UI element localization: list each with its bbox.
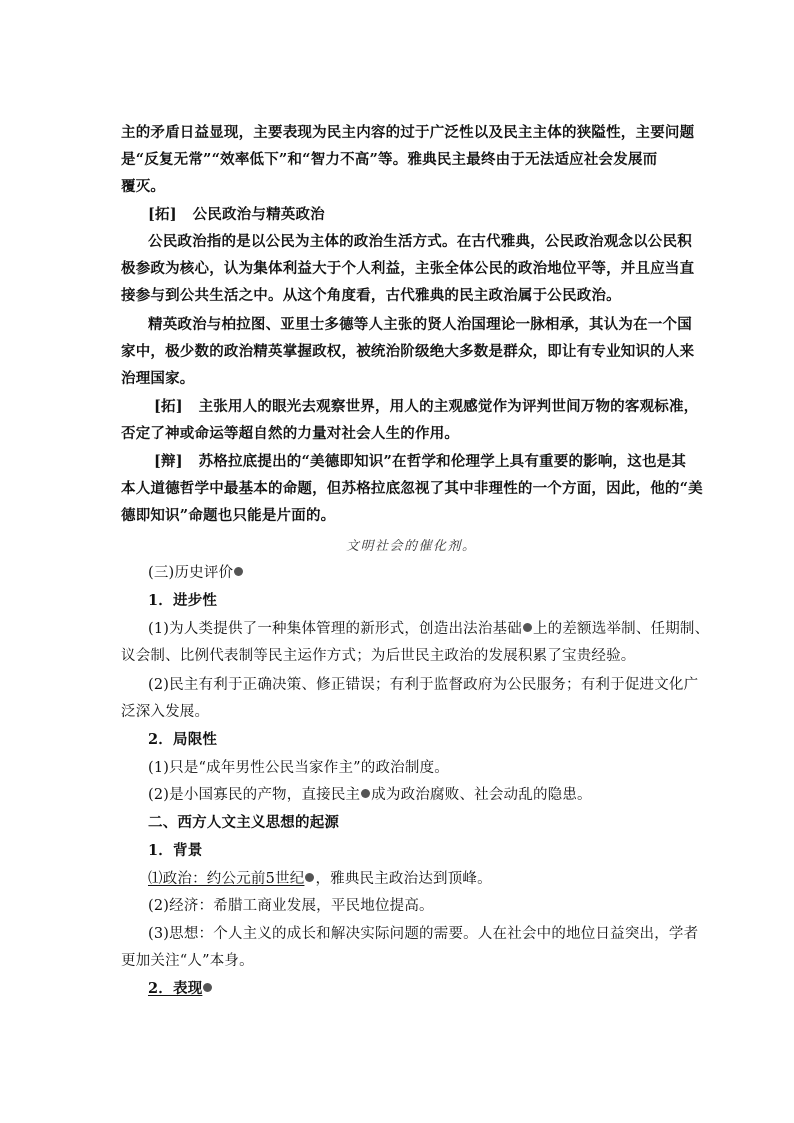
subsection-heading: 1．背景 [148,842,203,859]
paragraph-line: (1)只是“成年男性公民当家作主”的政治制度。 [148,760,449,776]
paragraph-line: 泛深入发展。 [121,704,210,720]
subsection-heading: 1．进步性 [148,592,218,609]
annotation-marker-icon [234,567,243,576]
note-tag: [拓] [148,206,177,223]
note-line: 德即知识”命题也只能是片面的。 [121,507,336,524]
annotation-marker-icon [523,623,532,632]
paragraph-line: 主的矛盾日益显现，主要表现为民主内容的过于广泛性以及民主主体的狭隘性，主要问题 [121,124,695,141]
paragraph-line: (2)民主有利于正确决策、修正错误；有利于监督政府为公民服务；有利于促进文化广 [148,677,699,693]
paragraph-line: 公民政治指的是以公民为主体的政治生活方式。在古代雅典，公民政治观念以公民积 [148,233,692,250]
paragraph-line: 极参政为核心，认为集体利益大于个人利益，主张全体公民的政治地位平等，并且应当直 [121,260,695,277]
note-line: [拓] 主张用人的眼光去观察世界，用人的主观感觉作为评判世间万物的客观标准， [154,398,699,415]
section-heading: 二、西方人文主义思想的起源 [148,814,340,831]
handwritten-note: 文明社会的催化剂。 [346,539,477,554]
paragraph-line: (1)为人类提供了一种集体管理的新形式，创造出法治基础 上的差额选举制、任期制、 [148,621,710,637]
paragraph-line: ⑴政治：约公元前5世纪 ，雅典民主政治达到顶峰。 [148,871,492,887]
paragraph-line: 是“反复无常”“效率低下”和“智力不高”等。雅典民主最终由于无法适应社会发展而 [121,151,658,168]
note-title: 公民政治与精英政治 [192,206,325,223]
paragraph-line: 议会制、比例代表制等民主运作方式；为后世民主政治的发展积累了宝贵经验。 [121,648,636,664]
paragraph-line: 更加关注“人”本身。 [121,953,254,969]
paragraph-line: (3)思想：个人主义的成长和解决实际问题的需要。人在社会中的地位日益突出，学者 [148,926,699,942]
subsection-heading: 2．表现 [148,980,213,998]
annotation-marker-icon [305,873,314,882]
subsection-heading: 2．局限性 [148,731,218,748]
paragraph-line: 家中，极少数的政治精英掌握政权，被统治阶级绝大多数是群众，即让有专业知识的人来 [121,343,695,360]
paragraph-line: 精英政治与柏拉图、亚里士多德等人主张的贤人治国理论一脉相承，其认为在一个国 [148,316,692,333]
note-line: [辩] 苏格拉底提出的“美德即知识”在哲学和伦理学上具有重要的影响，这也是其 [154,453,687,470]
note-line: 否定了神或命运等超自然的力量对社会人生的作用。 [121,425,460,442]
annotation-marker-icon [361,789,370,798]
note-line: 本人道德哲学中最基本的命题，但苏格拉底忽视了其中非理性的一个方面，因此，他的“美 [121,480,703,497]
section-heading: (三)历史评价 [148,564,244,582]
paragraph-line: (2)经济：希腊工商业发展，平民地位提高。 [148,898,434,914]
note-heading [148,206,325,224]
annotation-marker-icon [203,983,212,992]
paragraph-line: 覆灭。 [121,178,166,195]
note-tag: [辩] [154,453,183,470]
paragraph-line: 接参与到公共生活之中。从这个角度看，古代雅典的民主政治属于公民政治。 [121,287,621,304]
note-tag: [拓] [154,398,183,415]
paragraph-line: 治理国家。 [121,370,195,387]
paragraph-line: (2)是小国寡民的产物，直接民主 成为政治腐败、社会动乱的隐患。 [148,787,592,803]
